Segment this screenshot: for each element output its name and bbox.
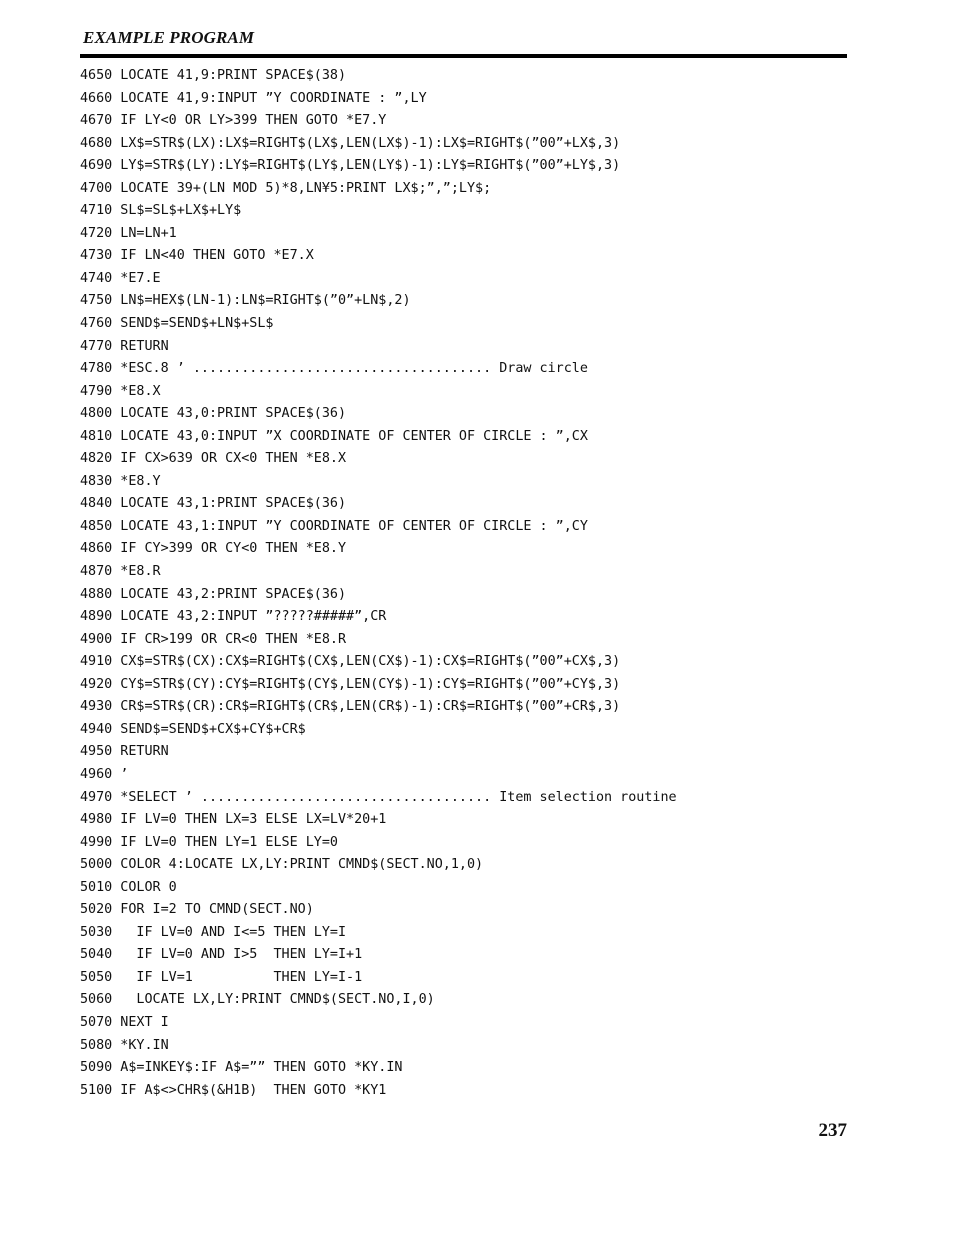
- code-line: 4690 LY$=STR$(LY):LY$=RIGHT$(LY$,LEN(LY$)-1):LY$=RIGHT$(”00”+LY$,3): [80, 158, 621, 174]
- code-line: 4760 SEND$=SEND$+LN$+SL$: [80, 316, 274, 332]
- code-line: 4780 *ESC.8 ’ ..................................... Draw circle: [80, 361, 588, 377]
- code-line: 5040 IF LV=0 AND I>5 THEN LY=I+1: [80, 947, 363, 963]
- header-rule: [80, 54, 847, 58]
- code-line: 4840 LOCATE 43,1:PRINT SPACE$(36): [80, 496, 347, 512]
- code-line: 4830 *E8.Y: [80, 473, 161, 489]
- code-line: 4700 LOCATE 39+(LN MOD 5)*8,LN¥5:PRINT LX$;”,”;LY$;: [80, 180, 492, 196]
- code-line: 4910 CX$=STR$(CX):CX$=RIGHT$(CX$,LEN(CX$)-1):CX$=RIGHT$(”00”+CX$,3): [80, 654, 621, 670]
- code-line: 5080 *KY.IN: [80, 1037, 169, 1053]
- page-header-title: EXAMPLE PROGRAM: [83, 28, 255, 47]
- code-line: 4670 IF LY<0 OR LY>399 THEN GOTO *E7.Y: [80, 113, 387, 129]
- code-line: 4790 *E8.X: [80, 383, 161, 399]
- code-line: 4970 *SELECT ’ .................................... Item selection routine: [80, 789, 677, 805]
- code-line: 4980 IF LV=0 THEN LX=3 ELSE LX=LV*20+1: [80, 812, 387, 828]
- code-line: 5100 IF A$<>CHR$(&H1B) THEN GOTO *KY1: [80, 1082, 387, 1098]
- code-line: 4880 LOCATE 43,2:PRINT SPACE$(36): [80, 586, 347, 602]
- code-line: 5020 FOR I=2 TO CMND(SECT.NO): [80, 902, 314, 918]
- code-line: 4930 CR$=STR$(CR):CR$=RIGHT$(CR$,LEN(CR$)-1):CR$=RIGHT$(”00”+CR$,3): [80, 699, 621, 715]
- code-line: 5090 A$=INKEY$:IF A$=”” THEN GOTO *KY.IN: [80, 1060, 403, 1076]
- code-line: 4650 LOCATE 41,9:PRINT SPACE$(38): [80, 68, 347, 83]
- code-line: 4820 IF CX>639 OR CX<0 THEN *E8.X: [80, 451, 347, 467]
- code-line: 4960 ’: [80, 766, 129, 782]
- code-listing: [80, 65, 847, 1102]
- code-line: 4720 LN=LN+1: [80, 225, 177, 241]
- code-line: 5010 COLOR 0: [80, 879, 177, 895]
- code-line: 5000 COLOR 4:LOCATE LX,LY:PRINT CMND$(SECT.NO,1,0): [80, 857, 484, 873]
- code-line: 4810 LOCATE 43,0:INPUT ”X COORDINATE OF CENTER OF CIRCLE : ”,CX: [80, 428, 588, 444]
- code-line: 4850 LOCATE 43,1:INPUT ”Y COORDINATE OF CENTER OF CIRCLE : ”,CY: [80, 518, 588, 534]
- code-line: 4680 LX$=STR$(LX):LX$=RIGHT$(LX$,LEN(LX$)-1):LX$=RIGHT$(”00”+LX$,3): [80, 135, 621, 151]
- code-line: 4920 CY$=STR$(CY):CY$=RIGHT$(CY$,LEN(CY$)-1):CY$=RIGHT$(”00”+CY$,3): [80, 676, 621, 692]
- code-line: 4860 IF CY>399 OR CY<0 THEN *E8.Y: [80, 541, 347, 557]
- code-line: 4900 IF CR>199 OR CR<0 THEN *E8.R: [80, 631, 347, 647]
- code-line: 5060 LOCATE LX,LY:PRINT CMND$(SECT.NO,I,0): [80, 992, 435, 1008]
- code-line: 4990 IF LV=0 THEN LY=1 ELSE LY=0: [80, 834, 338, 850]
- code-line: 4870 *E8.R: [80, 564, 161, 580]
- code-line: 4730 IF LN<40 THEN GOTO *E7.X: [80, 248, 314, 264]
- code-line: 4750 LN$=HEX$(LN-1):LN$=RIGHT$(”0”+LN$,2): [80, 293, 411, 309]
- code-line: 5070 NEXT I: [80, 1014, 169, 1030]
- code-line: 5030 IF LV=0 AND I<=5 THEN LY=I: [80, 924, 347, 940]
- code-line: 4710 SL$=SL$+LX$+LY$: [80, 203, 242, 219]
- code-line: 4770 RETURN: [80, 338, 169, 354]
- code-line: 5050 IF LV=1 THEN LY=I-1: [80, 969, 363, 985]
- code-line: 4940 SEND$=SEND$+CX$+CY$+CR$: [80, 721, 306, 737]
- code-line: 4800 LOCATE 43,0:PRINT SPACE$(36): [80, 406, 347, 422]
- page-number: 237: [818, 1120, 847, 1141]
- code-line: 4890 LOCATE 43,2:INPUT ”?????#####”,CR: [80, 609, 387, 625]
- code-line: 4660 LOCATE 41,9:INPUT ”Y COORDINATE : ”,LY: [80, 90, 427, 106]
- code-line: 4950 RETURN: [80, 744, 169, 760]
- code-line: 4740 *E7.E: [80, 270, 161, 286]
